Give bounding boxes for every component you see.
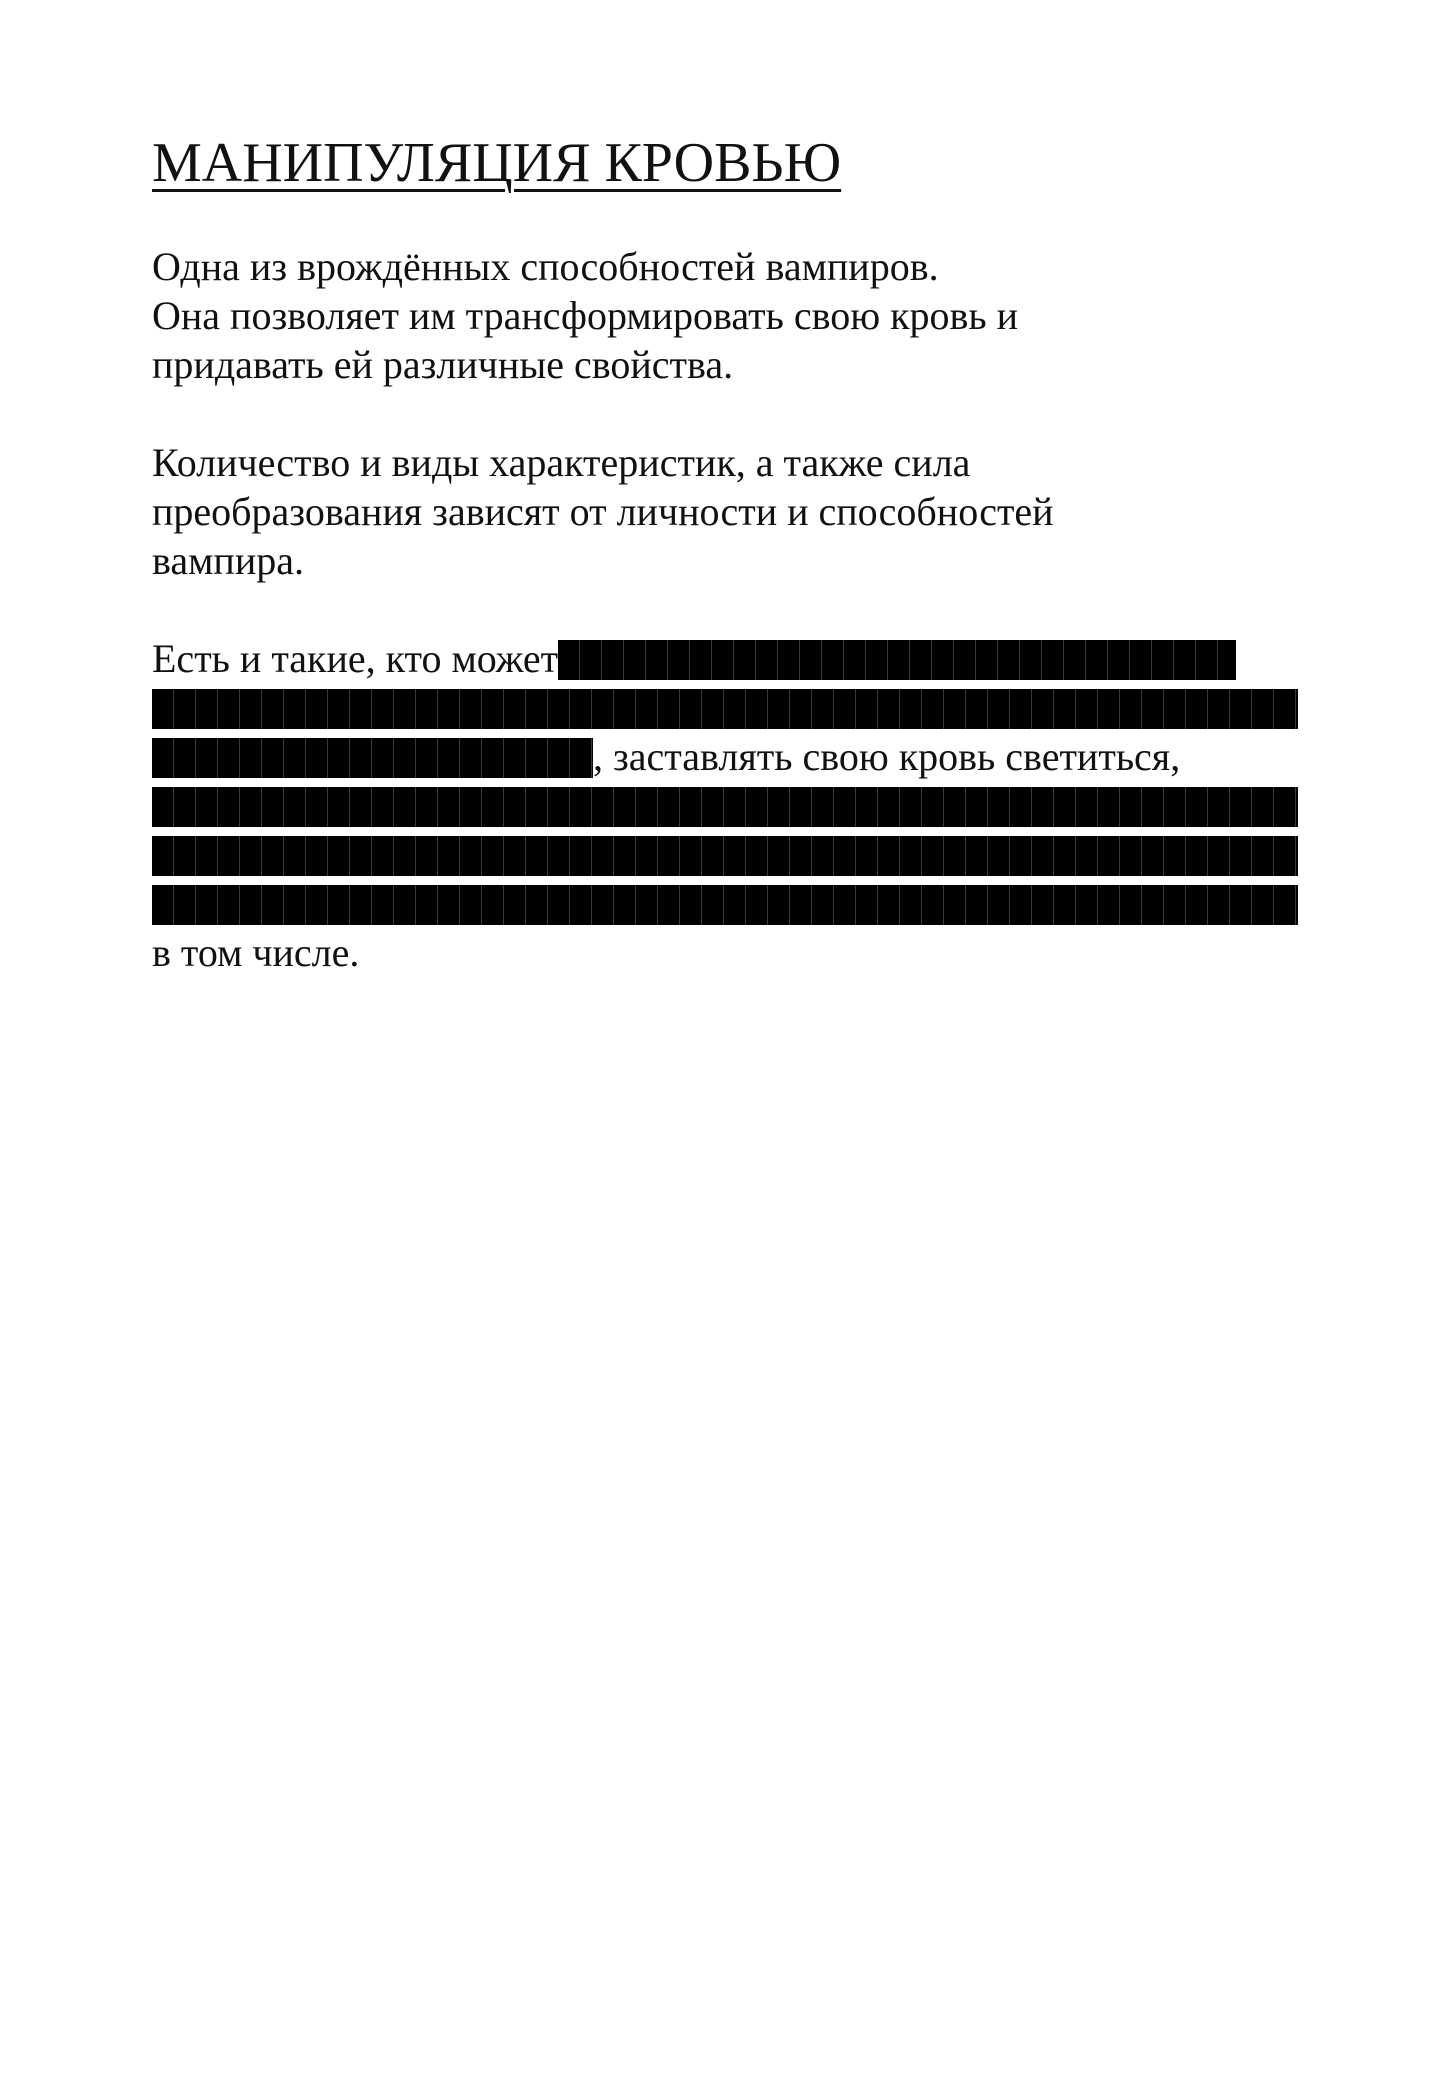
paragraph-characteristics-line-1: Количество и виды характеристик, а также сила xyxy=(152,440,971,485)
paragraph-intro xyxy=(152,242,1312,389)
paragraph-characteristics-line-3: вампира. xyxy=(152,538,304,583)
paragraph-redacted-line-6 xyxy=(152,879,1312,928)
paragraph-redacted-text-1: Есть и такие, кто может xyxy=(152,636,559,681)
paragraph-redacted-text-3: , заставлять свою кровь светиться, xyxy=(593,734,1181,779)
redaction-bar xyxy=(152,787,1298,827)
paragraph-redacted-line-4 xyxy=(152,781,1312,830)
redaction-bar xyxy=(152,885,1298,925)
paragraph-redacted-last-line: в том числе. xyxy=(152,930,360,975)
paragraph-characteristics-line-2: преобразования зависят от личности и способностей xyxy=(152,489,1054,534)
paragraph-redacted-line-5 xyxy=(152,830,1312,879)
document-title: МАНИПУЛЯЦИЯ КРОВЬЮ xyxy=(152,132,842,194)
redaction-bar xyxy=(152,836,1298,876)
document-page xyxy=(152,120,1312,977)
redaction-bar xyxy=(152,689,1298,729)
paragraph-redacted-line-3 xyxy=(152,732,1312,781)
paragraph-intro-line-3: придавать ей различные свойства. xyxy=(152,342,734,387)
paragraph-redacted-line-1 xyxy=(152,634,1312,683)
paragraph-redacted xyxy=(152,634,1312,977)
redaction-bar xyxy=(558,640,1236,680)
paragraph-redacted-line-2 xyxy=(152,683,1312,732)
paragraph-intro-line-1: Одна из врождённых способностей вампиров. xyxy=(152,244,939,289)
redaction-bar xyxy=(152,738,593,778)
paragraph-intro-line-2: Она позволяет им трансформировать свою кровь и xyxy=(152,293,1019,338)
paragraph-characteristics xyxy=(152,438,1312,585)
